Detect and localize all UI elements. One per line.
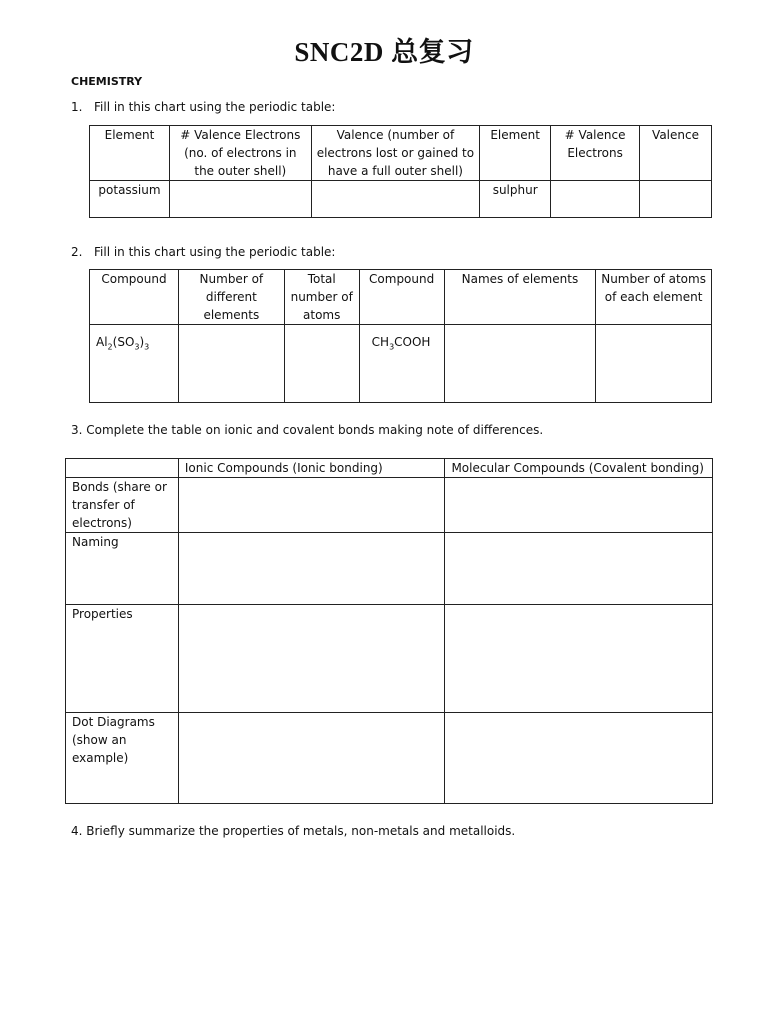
question-1-number: 1. <box>71 100 83 114</box>
compound-table <box>89 269 712 403</box>
row-label: Dot Diagrams (show an example) <box>66 713 179 804</box>
formula-part: (SO <box>112 335 135 349</box>
formula-subscript: 3 <box>389 342 395 352</box>
table-row <box>66 533 713 605</box>
question-2-text: Fill in this chart using the periodic table: <box>94 245 336 259</box>
table-row <box>90 181 712 218</box>
row-label: Naming <box>66 533 179 605</box>
page-title: SNC2D 总复习 <box>294 37 474 67</box>
table-cell[interactable] <box>178 478 445 533</box>
row-label: Properties <box>66 605 179 713</box>
table-cell[interactable]: potassium <box>90 181 170 218</box>
question-2-number: 2. <box>71 245 83 259</box>
table-cell[interactable] <box>444 325 596 403</box>
table-cell[interactable] <box>311 181 480 218</box>
table-row <box>66 478 713 533</box>
table-header-cell: Compound <box>359 270 444 325</box>
formula-subscript: 3 <box>144 342 150 352</box>
table-header-cell: Compound <box>90 270 179 325</box>
compound-formula-cell[interactable] <box>359 325 444 403</box>
question-1-text: Fill in this chart using the periodic table: <box>94 100 336 114</box>
table-cell[interactable] <box>178 533 445 605</box>
table-header-cell: Element <box>480 126 551 181</box>
table-cell[interactable] <box>178 605 445 713</box>
table-cell[interactable] <box>596 325 712 403</box>
table-header-row <box>90 126 712 181</box>
compound-formula-cell[interactable] <box>90 325 179 403</box>
formula-subscript: 2 <box>107 342 113 352</box>
section-label: CHEMISTRY <box>71 75 143 88</box>
table-row <box>66 713 713 804</box>
formula-part: Al <box>96 335 108 349</box>
question-2 <box>71 245 335 259</box>
table-header-cell: Element <box>90 126 170 181</box>
table-cell[interactable] <box>445 533 713 605</box>
table-header-row <box>66 459 713 478</box>
table-row <box>90 325 712 403</box>
table-header-cell: Total number of atoms <box>284 270 359 325</box>
table-header-cell: # Valence Electrons (no. of electrons in the outer shell) <box>169 126 311 181</box>
table-header-cell <box>66 459 179 478</box>
table-header-cell: Valence <box>640 126 712 181</box>
formula-part: COOH <box>394 335 431 349</box>
table-row <box>66 605 713 713</box>
formula-subscript: 3 <box>134 342 140 352</box>
table-header-cell: # Valence Electrons <box>551 126 640 181</box>
table-header-cell: Names of elements <box>444 270 596 325</box>
question-1 <box>71 100 335 114</box>
formula-part: CH <box>371 335 390 349</box>
table-header-cell: Number of different elements <box>178 270 284 325</box>
table-cell[interactable]: sulphur <box>480 181 551 218</box>
table-header-cell: Valence (number of electrons lost or gained to have a full outer shell) <box>311 126 480 181</box>
table-cell[interactable] <box>178 325 284 403</box>
table-cell[interactable] <box>445 713 713 804</box>
question-3-text: 3. Complete the table on ionic and covalent bonds making note of differences. <box>71 423 544 437</box>
valence-table <box>89 125 712 218</box>
table-cell[interactable] <box>178 713 445 804</box>
table-cell[interactable] <box>445 605 713 713</box>
table-cell[interactable] <box>445 478 713 533</box>
table-cell[interactable] <box>169 181 311 218</box>
row-label: Bonds (share or transfer of electrons) <box>66 478 179 533</box>
question-4-text: 4. Briefly summarize the properties of metals, non-metals and metalloids. <box>71 824 516 838</box>
bonding-table <box>65 458 713 804</box>
formula-part: ) <box>139 335 145 349</box>
table-cell[interactable] <box>284 325 359 403</box>
table-header-cell: Number of atoms of each element <box>596 270 712 325</box>
table-cell[interactable] <box>551 181 640 218</box>
table-header-cell: Molecular Compounds (Covalent bonding) <box>445 459 713 478</box>
table-header-row <box>90 270 712 325</box>
table-cell[interactable] <box>640 181 712 218</box>
table-header-cell: Ionic Compounds (Ionic bonding) <box>178 459 445 478</box>
